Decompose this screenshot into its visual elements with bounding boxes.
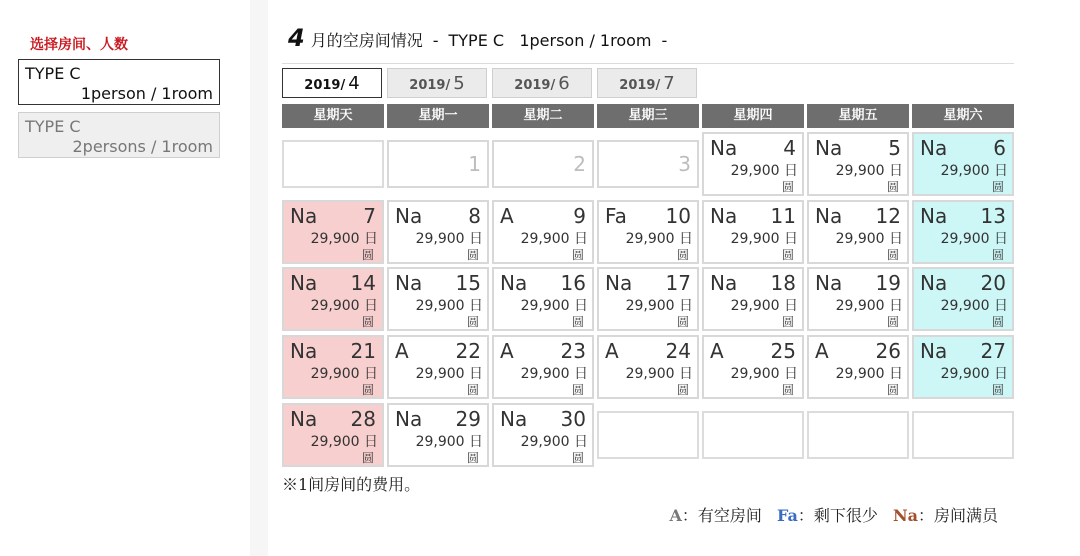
price-label: 29,900 日 xyxy=(520,298,588,314)
heading-trail: - xyxy=(661,31,668,50)
price-label: 29,900 日 xyxy=(730,231,798,247)
calendar-day-cell[interactable] xyxy=(492,403,594,467)
availability-status: Na xyxy=(710,204,738,228)
price-label: 29,900 日 xyxy=(415,366,483,382)
day-number: 18 xyxy=(770,271,796,295)
price-label: 29,900 日 xyxy=(310,366,378,382)
price-label: 29,900 日 xyxy=(730,298,798,314)
day-number: 28 xyxy=(350,407,376,431)
room-option-capacity: 2persons / 1room xyxy=(72,137,213,156)
day-number: 25 xyxy=(770,339,796,363)
tab-year: 2019/ xyxy=(304,78,346,93)
tab-month: 4 xyxy=(348,73,360,94)
weekday-header xyxy=(282,104,1014,128)
availability-status: Na xyxy=(920,271,948,295)
day-number: 16 xyxy=(560,271,586,295)
tab-month: 5 xyxy=(453,73,465,94)
price-label: 29,900 日 xyxy=(310,434,378,450)
price-unit: 圆 xyxy=(361,383,374,397)
calendar-day-cell[interactable] xyxy=(387,267,489,331)
calendar-day-cell[interactable] xyxy=(807,267,909,331)
price-label: 29,900 日 xyxy=(940,366,1008,382)
day-number: 20 xyxy=(980,271,1006,295)
tab-year: 2019/ xyxy=(514,78,556,93)
day-number: 12 xyxy=(875,204,901,228)
availability-status: Na xyxy=(710,271,738,295)
calendar-cell-empty xyxy=(807,411,909,459)
calendar-day-cell[interactable] xyxy=(387,200,489,264)
legend-full-key: Na xyxy=(892,506,918,525)
price-unit: 圆 xyxy=(571,451,584,465)
availability-status: A xyxy=(815,339,829,363)
price-unit: 圆 xyxy=(361,248,374,262)
day-number: 6 xyxy=(993,136,1006,160)
tab-month: 6 xyxy=(558,73,570,94)
day-number: 24 xyxy=(665,339,691,363)
price-unit: 圆 xyxy=(466,315,479,329)
price-label: 29,900 日 xyxy=(940,163,1008,179)
day-number: 26 xyxy=(875,339,901,363)
availability-status: Na xyxy=(920,339,948,363)
price-unit: 圆 xyxy=(676,248,689,262)
calendar-day-cell[interactable] xyxy=(597,200,699,264)
price-unit: 圆 xyxy=(466,248,479,262)
availability-status: Na xyxy=(395,407,423,431)
day-number: 23 xyxy=(560,339,586,363)
calendar-day-cell[interactable] xyxy=(912,132,1014,196)
room-option-type: TYPE C xyxy=(25,64,81,83)
calendar-day-cell[interactable] xyxy=(597,267,699,331)
price-label: 29,900 日 xyxy=(835,163,903,179)
heading-divider xyxy=(282,63,1014,64)
calendar-cell-empty xyxy=(597,411,699,459)
availability-status: Na xyxy=(290,271,318,295)
availability-status: Na xyxy=(290,204,318,228)
weekday-thursday: 星期四 xyxy=(702,104,804,128)
price-label: 29,900 日 xyxy=(310,231,378,247)
price-unit: 圆 xyxy=(466,451,479,465)
price-unit: 圆 xyxy=(361,315,374,329)
room-option-1person[interactable] xyxy=(18,59,220,105)
availability-status: Na xyxy=(290,339,318,363)
price-label: 29,900 日 xyxy=(835,298,903,314)
price-unit: 圆 xyxy=(886,383,899,397)
availability-status: A xyxy=(710,339,724,363)
heading-separator: - xyxy=(432,31,439,50)
availability-status: A xyxy=(500,339,514,363)
price-unit: 圆 xyxy=(991,248,1004,262)
price-label: 29,900 日 xyxy=(625,366,693,382)
calendar-cell-empty xyxy=(912,411,1014,459)
tab-month: 7 xyxy=(663,73,675,94)
room-option-2persons[interactable] xyxy=(18,112,220,158)
day-number: 30 xyxy=(560,407,586,431)
price-label: 29,900 日 xyxy=(940,298,1008,314)
availability-status: Na xyxy=(605,271,633,295)
price-unit: 圆 xyxy=(571,383,584,397)
availability-status: Na xyxy=(920,204,948,228)
weekday-sunday: 星期天 xyxy=(282,104,384,128)
tab-month-may[interactable] xyxy=(387,68,487,98)
calendar-day-cell[interactable] xyxy=(597,335,699,399)
price-label: 29,900 日 xyxy=(835,231,903,247)
price-label: 29,900 日 xyxy=(415,298,483,314)
price-label: 29,900 日 xyxy=(520,231,588,247)
availability-status: Na xyxy=(815,204,843,228)
price-label: 29,900 日 xyxy=(835,366,903,382)
heading-capacity: 1person / 1room xyxy=(519,31,652,50)
room-option-type: TYPE C xyxy=(25,117,81,136)
weekday-friday: 星期五 xyxy=(807,104,909,128)
day-number: 4 xyxy=(783,136,796,160)
page-title xyxy=(288,24,677,52)
day-number: 2 xyxy=(573,152,586,176)
calendar-day-cell[interactable] xyxy=(492,335,594,399)
calendar-day-cell[interactable] xyxy=(702,267,804,331)
calendar-day-cell[interactable] xyxy=(807,200,909,264)
sidebar xyxy=(0,0,251,556)
calendar-day-cell[interactable] xyxy=(912,335,1014,399)
tab-year: 2019/ xyxy=(409,78,451,93)
availability-status: Na xyxy=(710,136,738,160)
price-label: 29,900 日 xyxy=(310,298,378,314)
price-unit: 圆 xyxy=(886,248,899,262)
price-unit: 圆 xyxy=(466,383,479,397)
price-unit: 圆 xyxy=(676,383,689,397)
weekday-wednesday: 星期三 xyxy=(597,104,699,128)
tab-month-july[interactable] xyxy=(597,68,697,98)
calendar-cell-past xyxy=(492,140,594,188)
price-unit: 圆 xyxy=(781,315,794,329)
calendar-day-cell[interactable] xyxy=(387,335,489,399)
day-number: 8 xyxy=(468,204,481,228)
weekday-tuesday: 星期二 xyxy=(492,104,594,128)
availability-status: Na xyxy=(395,204,423,228)
availability-status: Na xyxy=(815,271,843,295)
price-unit: 圆 xyxy=(361,451,374,465)
price-unit: 圆 xyxy=(571,248,584,262)
price-unit: 圆 xyxy=(571,315,584,329)
availability-status: Na xyxy=(395,271,423,295)
price-label: 29,900 日 xyxy=(730,366,798,382)
sidebar-title: 选择房间、人数 xyxy=(30,37,128,53)
calendar-cell-empty xyxy=(282,140,384,188)
price-unit: 圆 xyxy=(991,180,1004,194)
price-unit: 圆 xyxy=(991,383,1004,397)
price-label: 29,900 日 xyxy=(625,231,693,247)
tab-month-april[interactable] xyxy=(282,68,382,98)
price-label: 29,900 日 xyxy=(415,231,483,247)
price-unit: 圆 xyxy=(886,315,899,329)
day-number: 27 xyxy=(980,339,1006,363)
day-number: 5 xyxy=(888,136,901,160)
availability-status: A xyxy=(605,339,619,363)
price-unit: 圆 xyxy=(991,315,1004,329)
day-number: 19 xyxy=(875,271,901,295)
availability-status: A xyxy=(500,204,514,228)
sidebar-divider xyxy=(250,0,268,556)
calendar-cell-past xyxy=(387,140,489,188)
calendar-day-cell[interactable] xyxy=(282,403,384,467)
availability-status: Na xyxy=(815,136,843,160)
day-number: 9 xyxy=(573,204,586,228)
price-label: 29,900 日 xyxy=(520,434,588,450)
tab-year: 2019/ xyxy=(619,78,661,93)
price-label: 29,900 日 xyxy=(625,298,693,314)
calendar-day-cell[interactable] xyxy=(282,267,384,331)
price-unit: 圆 xyxy=(781,383,794,397)
availability-status: Fa xyxy=(605,204,627,228)
day-number: 13 xyxy=(980,204,1006,228)
calendar-cell-past xyxy=(597,140,699,188)
weekday-saturday: 星期六 xyxy=(912,104,1014,128)
calendar-day-cell[interactable] xyxy=(702,335,804,399)
main-content xyxy=(280,0,1060,556)
day-number: 10 xyxy=(665,204,691,228)
calendar-day-cell[interactable] xyxy=(807,132,909,196)
price-label: 29,900 日 xyxy=(415,434,483,450)
day-number: 14 xyxy=(350,271,376,295)
calendar-day-cell[interactable] xyxy=(492,267,594,331)
calendar-day-cell[interactable] xyxy=(387,403,489,467)
day-number: 1 xyxy=(468,152,481,176)
price-unit: 圆 xyxy=(781,248,794,262)
weekday-monday: 星期一 xyxy=(387,104,489,128)
calendar-cell-empty xyxy=(702,411,804,459)
calendar-day-cell[interactable] xyxy=(912,267,1014,331)
price-unit: 圆 xyxy=(676,315,689,329)
calendar-day-cell[interactable] xyxy=(282,200,384,264)
heading-month: 4 xyxy=(288,24,305,52)
tab-month-june[interactable] xyxy=(492,68,592,98)
day-number: 7 xyxy=(363,204,376,228)
availability-status: Na xyxy=(500,271,528,295)
day-number: 3 xyxy=(678,152,691,176)
legend-available-text: ：有空房间 xyxy=(681,506,762,525)
calendar-day-cell[interactable] xyxy=(912,200,1014,264)
legend-full-text: ：房间满员 xyxy=(917,506,998,525)
day-number: 15 xyxy=(455,271,481,295)
calendar-day-cell[interactable] xyxy=(492,200,594,264)
day-number: 29 xyxy=(455,407,481,431)
calendar-day-cell[interactable] xyxy=(282,335,384,399)
availability-status: A xyxy=(395,339,409,363)
calendar-day-cell[interactable] xyxy=(702,132,804,196)
legend-few-left-key: Fa xyxy=(777,506,798,525)
day-number: 17 xyxy=(665,271,691,295)
availability-status: Na xyxy=(500,407,528,431)
heading-text: 月的空房间情况 xyxy=(310,31,423,50)
room-option-capacity: 1person / 1room xyxy=(80,84,213,103)
availability-status: Na xyxy=(920,136,948,160)
legend-available-key: A xyxy=(669,506,682,525)
legend-few-left-text: ：剩下很少 xyxy=(797,506,878,525)
availability-legend xyxy=(669,503,998,526)
calendar-day-cell[interactable] xyxy=(702,200,804,264)
calendar-day-cell[interactable] xyxy=(807,335,909,399)
day-number: 11 xyxy=(770,204,796,228)
day-number: 21 xyxy=(350,339,376,363)
day-number: 22 xyxy=(455,339,481,363)
price-label: 29,900 日 xyxy=(940,231,1008,247)
price-label: 29,900 日 xyxy=(520,366,588,382)
price-unit: 圆 xyxy=(781,180,794,194)
price-label: 29,900 日 xyxy=(730,163,798,179)
price-unit: 圆 xyxy=(886,180,899,194)
availability-status: Na xyxy=(290,407,318,431)
price-footnote: ※1间房间的费用。 xyxy=(282,475,421,494)
heading-room-type: TYPE C xyxy=(448,31,505,50)
